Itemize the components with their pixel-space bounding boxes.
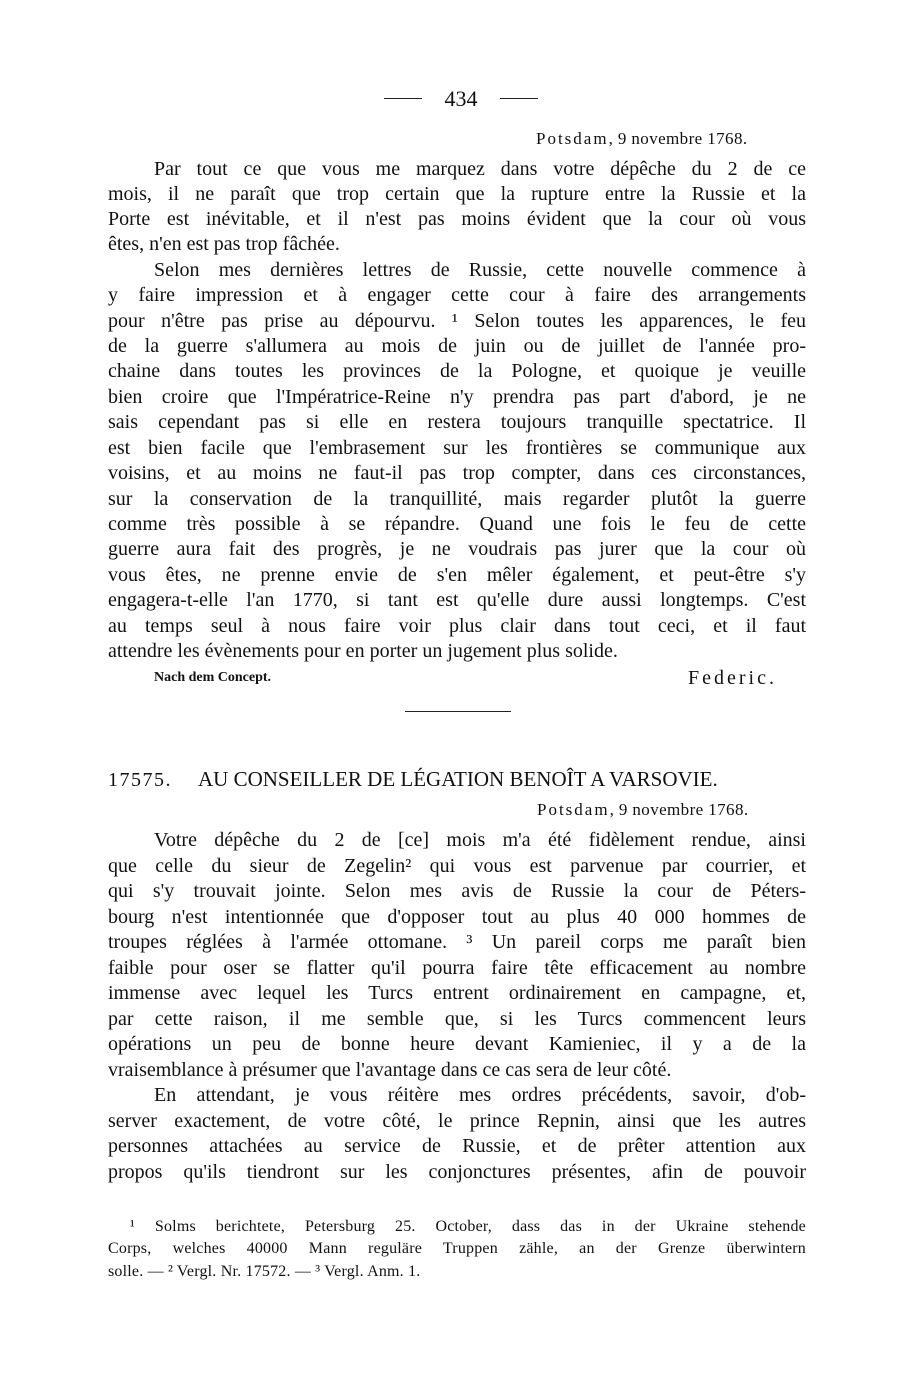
text-line: Par tout ce que vous me marquez dans votre dépêche du 2 de ce: [154, 158, 806, 180]
letter2-dateline: [537, 800, 749, 820]
text-line: Selon mes dernières lettres de Russie, cette nouvelle commence à: [154, 259, 806, 281]
letter1-dateline: [536, 129, 748, 149]
text-line: sur la conservation de la tranquillité, mais regarder plutôt la guerre: [108, 488, 806, 510]
letter2-place: Potsdam: [537, 800, 610, 819]
text-line: server exactement, de votre côté, le prince Repnin, ainsi que les autres: [108, 1110, 806, 1132]
text-line: engagera-t-elle l'an 1770, si tant est qu'elle dure aussi longtemps. C'est: [108, 589, 806, 611]
text-line: faible pour oser se flatter qu'il pourra faire tête efficacement au nombre: [108, 957, 806, 979]
text-line: chaine dans toutes les provinces de la Pologne, et quoique je veuille: [108, 360, 806, 382]
text-line: guerre aura fait des progrès, je ne voudrais pas jurer que la cour où: [108, 538, 806, 560]
source-note: Nach dem Concept.: [154, 670, 272, 685]
text-line: vraisemblance à présumer que l'avantage dans ce cas sera de leur côté.: [108, 1059, 672, 1081]
text-line: sais cependant pas si elle en restera toujours tranquille spectatrice. Il: [108, 411, 806, 433]
footnote-line: solle. — ² Vergl. Nr. 17572. — ³ Vergl. Anm. 1.: [108, 1263, 421, 1280]
header-rule-right: [500, 98, 538, 99]
text-line: pour n'être pas prise au dépourvu. ¹ Selon toutes les apparences, le feu: [108, 310, 806, 332]
text-line: opérations un peu de bonne heure devant Kamieniec, il y a de la: [108, 1033, 806, 1055]
text-line: bien croire que l'Impératrice-Reine n'y prendra pas part d'abord, je ne: [108, 386, 806, 408]
text-line: comme très possible à se répandre. Quand une fois le feu de cette: [108, 513, 806, 535]
header-rule-left: [384, 98, 422, 99]
text-line: êtes, n'en est pas trop fâchée.: [108, 233, 340, 255]
text-line: Votre dépêche du 2 de [ce] mois m'a été fidèlement rendue, ainsi: [154, 829, 806, 851]
text-line: est bien facile que l'embrasement sur les frontières se communique aux: [108, 437, 806, 459]
text-line: vous êtes, ne prenne envie de s'en mêler également, et peut-être s'y: [108, 564, 806, 586]
section-divider: [405, 711, 511, 712]
text-line: mois, il ne paraît que trop certain que la rupture entre la Russie et la: [108, 183, 806, 205]
signature: Federic.: [688, 667, 777, 689]
footnote-line: ¹ Solms berichtete, Petersburg 25. October, dass das in der Ukraine stehende: [130, 1218, 806, 1235]
text-line: bourg n'est intentionnée que d'opposer tout au plus 40 000 hommes de: [108, 906, 806, 928]
text-line: voisins, et au moins ne faut-il pas trop compter, dans ces circonstances,: [108, 462, 806, 484]
text-line: En attendant, je vous réitère mes ordres précédents, savoir, d'ob-: [154, 1084, 806, 1106]
text-line: par cette raison, il me semble que, si les Turcs commencent leurs: [108, 1008, 806, 1030]
text-line: au temps seul à nous faire voir plus clair dans tout ceci, et il faut: [108, 615, 806, 637]
text-line: Porte est inévitable, et il n'est pas moins évident que la cour où vous: [108, 208, 806, 230]
text-line: que celle du sieur de Zegelin² qui vous est parvenue par courrier, et: [108, 855, 806, 877]
text-line: y faire impression et à engager cette cour à faire des arrangements: [108, 284, 806, 306]
letter1-place: Potsdam: [536, 129, 609, 148]
letter-heading: AU CONSEILLER DE LÉGATION BENOÎT A VARSOVIE.: [198, 767, 718, 791]
text-line: immense avec lequel les Turcs entrent ordinairement en campagne, et,: [108, 982, 806, 1004]
letter1-date: , 9 novembre 1768.: [608, 129, 748, 148]
text-line: personnes attachées au service de Russie, et de prêter attention aux: [108, 1135, 806, 1157]
text-line: propos qu'ils tiendront sur les conjonctures présentes, afin de pouvoir: [108, 1161, 806, 1183]
page-number: 434: [444, 86, 478, 111]
text-line: qui s'y trouvait jointe. Selon mes avis de Russie la cour de Péters-: [108, 880, 806, 902]
letter2-date: , 9 novembre 1768.: [609, 800, 749, 819]
text-line: troupes réglées à l'armée ottomane. ³ Un pareil corps me paraît bien: [108, 931, 806, 953]
text-line: de la guerre s'allumera au mois de juin ou de juillet de l'année pro-: [108, 335, 806, 357]
footnote-line: Corps, welches 40000 Mann reguläre Truppen zähle, an der Grenze überwintern: [108, 1240, 806, 1257]
text-line: attendre les évènements pour en porter un jugement plus solide.: [108, 640, 618, 662]
letter-number: 17575.: [108, 769, 172, 791]
